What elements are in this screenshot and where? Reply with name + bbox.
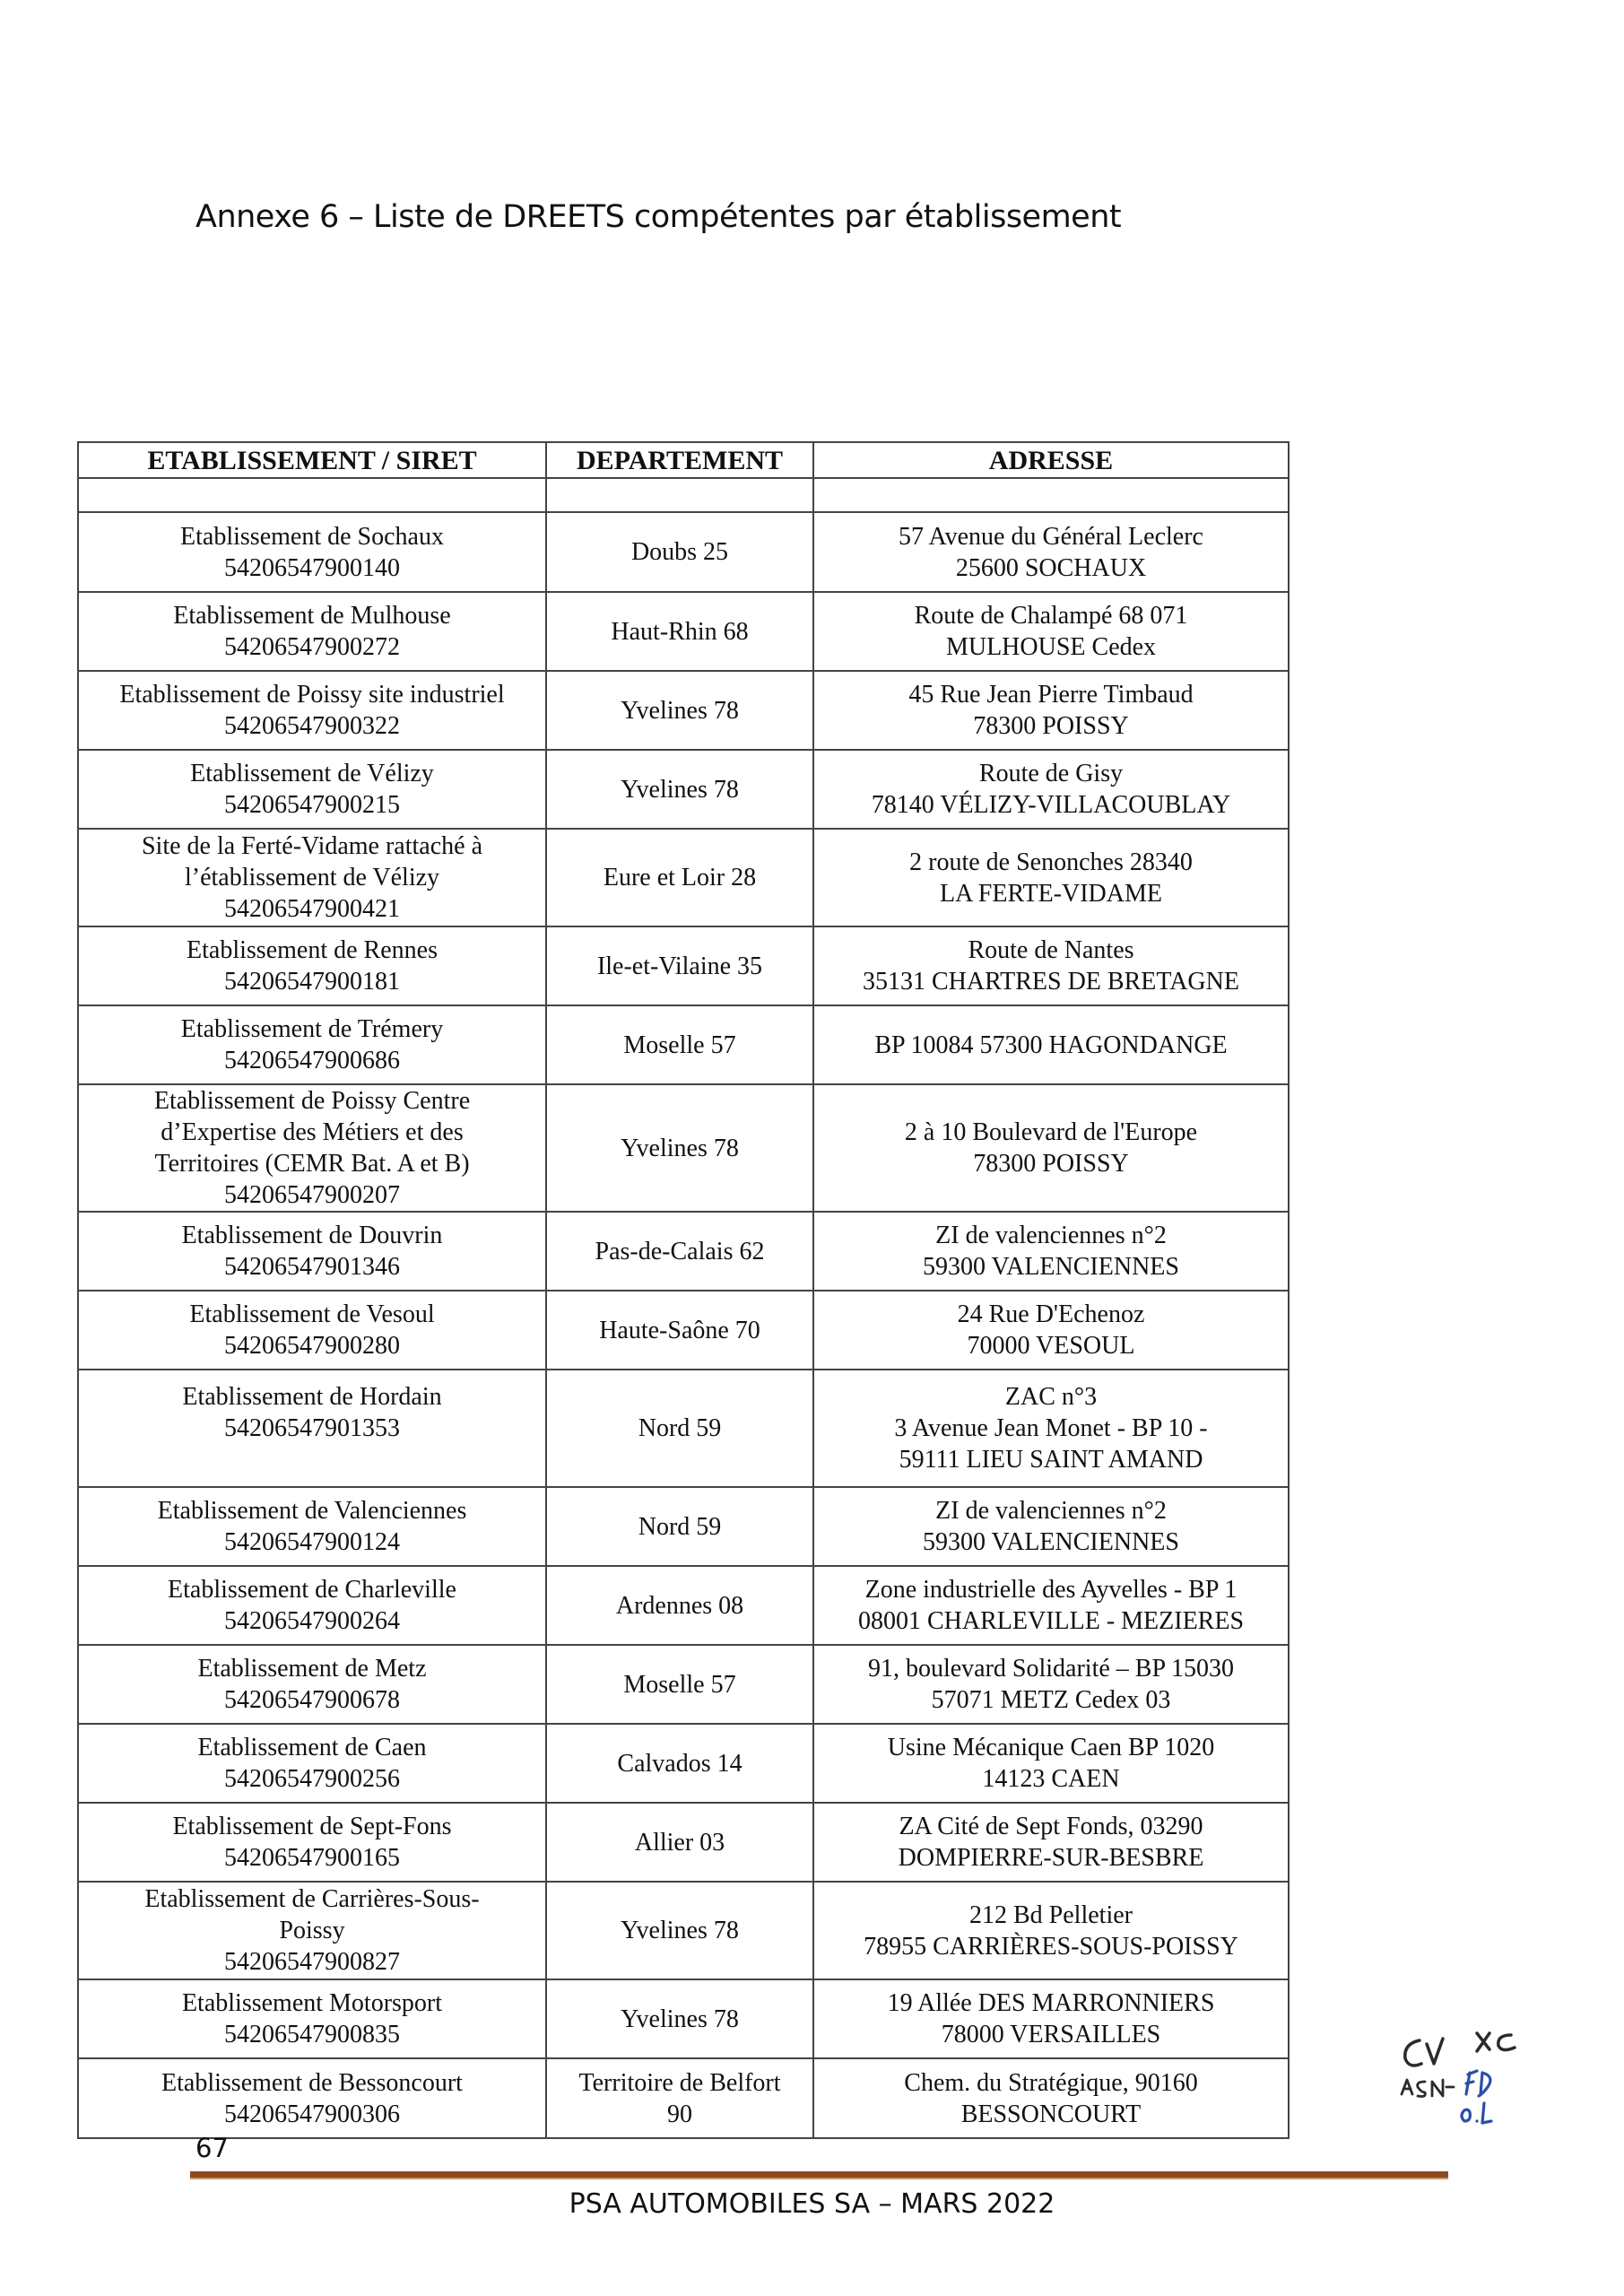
cell-line: Etablissement de Sochaux — [180, 522, 444, 551]
cell-line: Haut-Rhin 68 — [611, 617, 749, 646]
adresse-cell — [813, 1212, 1289, 1291]
cell-line: Etablissement de Trémery — [180, 1015, 444, 1043]
table-row — [78, 829, 1289, 926]
cell-line: 54206547900272 — [224, 633, 400, 661]
cell-line: 54206547900165 — [224, 1844, 400, 1872]
departement-cell — [546, 1566, 813, 1645]
initials-cv — [1405, 2039, 1443, 2066]
table-row — [78, 1212, 1289, 1291]
cell-line: Chem. du Stratégique, 90160 — [904, 2068, 1198, 2097]
cell-line: Etablissement de Bessoncourt — [161, 2068, 463, 2097]
table-row — [78, 926, 1289, 1005]
cell-line: Moselle 57 — [623, 1031, 736, 1059]
header-etablissement: ETABLISSEMENT / SIRET — [78, 442, 546, 478]
table-row — [78, 1882, 1289, 1979]
adresse-cell — [813, 1882, 1289, 1979]
adresse-cell — [813, 512, 1289, 592]
adresse-cell — [813, 1803, 1289, 1882]
etablissement-cell — [78, 1370, 546, 1487]
departement-cell — [546, 1724, 813, 1803]
cell-line: MULHOUSE Cedex — [945, 633, 1157, 661]
table-row — [78, 1803, 1289, 1882]
etablissement-cell — [78, 1084, 546, 1212]
table-row — [78, 1084, 1289, 1212]
cell-line: BP 10084 57300 HAGONDANGE — [874, 1031, 1228, 1059]
adresse-cell — [813, 926, 1289, 1005]
spacer-cell — [546, 478, 813, 512]
departement-cell — [546, 592, 813, 671]
handwritten-initials — [1394, 2022, 1556, 2139]
cell-line: Moselle 57 — [623, 1670, 736, 1699]
etablissement-cell — [78, 1487, 546, 1566]
table-row — [78, 1645, 1289, 1724]
cell-line: Territoire de Belfort — [578, 2068, 781, 2097]
cell-line: Haute-Saône 70 — [599, 1316, 760, 1344]
departement-cell — [546, 1803, 813, 1882]
etablissement-cell — [78, 1882, 546, 1979]
departement-cell — [546, 1487, 813, 1566]
cell-line: 91, boulevard Solidarité – BP 15030 — [867, 1655, 1235, 1683]
cell-line: 14123 CAEN — [982, 1765, 1120, 1793]
cell-line: 90 — [667, 2100, 692, 2128]
cell-line: Nord 59 — [638, 1414, 722, 1442]
cell-line: 54206547900256 — [224, 1765, 400, 1793]
cell-line: l’établissement de Vélizy — [184, 864, 440, 891]
cell-line: 54206547901346 — [224, 1253, 400, 1281]
cell-line: 08001 CHARLEVILLE - MEZIERES — [857, 1607, 1245, 1635]
cell-line: 59300 VALENCIENNES — [923, 1253, 1179, 1281]
departement-cell — [546, 2058, 813, 2138]
cell-line: Ile-et-Vilaine 35 — [596, 952, 763, 980]
page-title: Annexe 6 – Liste de DREETS compétentes par établissement — [195, 199, 1122, 235]
cell-line: 59300 VALENCIENNES — [923, 1528, 1179, 1556]
etablissement-cell — [78, 592, 546, 671]
cell-line: 54206547900181 — [224, 968, 400, 996]
cell-line: 45 Rue Jean Pierre Timbaud — [908, 681, 1194, 709]
table-row — [78, 1291, 1289, 1370]
cell-line: Etablissement de Mulhouse — [173, 602, 451, 630]
departement-cell — [546, 512, 813, 592]
cell-line: 54206547900678 — [224, 1686, 400, 1714]
cell-line: Route de Chalampé 68 071 — [914, 602, 1188, 630]
departement-cell — [546, 1370, 813, 1487]
departement-cell — [546, 926, 813, 1005]
etablissement-cell — [78, 1566, 546, 1645]
cell-line: Etablissement de Carrières-Sous- — [144, 1885, 480, 1913]
cell-line: Doubs 25 — [630, 538, 729, 566]
etablissement-cell — [78, 1803, 546, 1882]
etablissement-cell — [78, 2058, 546, 2138]
cell-line: Calvados 14 — [617, 1749, 743, 1778]
adresse-cell — [813, 1645, 1289, 1724]
cell-line: 70000 VESOUL — [967, 1332, 1135, 1360]
departement-cell — [546, 1212, 813, 1291]
cell-line: Etablissement de Douvrin — [181, 1222, 443, 1249]
departement-cell — [546, 1882, 813, 1979]
table-row — [78, 750, 1289, 829]
departement-cell — [546, 1084, 813, 1212]
cell-line: Route de Gisy — [978, 760, 1124, 787]
cell-line: Etablissement Motorsport — [181, 1989, 443, 2017]
etablissement-cell — [78, 1979, 546, 2058]
cell-line: 54206547900280 — [224, 1332, 400, 1360]
cell-line: 78300 POISSY — [973, 712, 1129, 740]
cell-line: Etablissement de Charleville — [168, 1576, 456, 1604]
cell-line: 54206547900686 — [224, 1047, 400, 1074]
adresse-cell — [813, 750, 1289, 829]
table-row — [78, 592, 1289, 671]
etablissement-cell — [78, 671, 546, 750]
adresse-cell — [813, 1291, 1289, 1370]
table-row — [78, 1724, 1289, 1803]
cell-line: 2 à 10 Boulevard de l'Europe — [904, 1118, 1198, 1146]
cell-line: Etablissement de Sept-Fons — [172, 1813, 452, 1840]
cell-line: Zone industrielle des Ayvelles - BP 1 — [864, 1576, 1238, 1604]
cell-line: 57071 METZ Cedex 03 — [931, 1686, 1171, 1714]
cell-line: ZAC n°3 — [1004, 1383, 1098, 1411]
dreets-table — [77, 441, 1290, 2139]
cell-line: ZI de valenciennes n°2 — [935, 1497, 1167, 1525]
table-row — [78, 1005, 1289, 1084]
cell-line: Pas-de-Calais 62 — [595, 1237, 765, 1265]
cell-line: 54206547900140 — [224, 553, 400, 582]
cell-line: 78300 POISSY — [973, 1150, 1129, 1178]
initials-asn — [1402, 2080, 1454, 2097]
cell-line: 25600 SOCHAUX — [955, 553, 1147, 582]
cell-line: Poissy — [279, 1917, 345, 1944]
cell-line: 54206547900264 — [224, 1607, 400, 1635]
departement-cell — [546, 750, 813, 829]
adresse-cell — [813, 1566, 1289, 1645]
adresse-cell — [813, 671, 1289, 750]
cell-line: Etablissement de Poissy Centre — [153, 1087, 471, 1115]
cell-line: Etablissement de Vélizy — [190, 760, 434, 787]
departement-cell — [546, 1005, 813, 1084]
cell-line: Usine Mécanique Caen BP 1020 — [887, 1734, 1215, 1761]
cell-line: Territoires (CEMR Bat. A et B) — [154, 1150, 470, 1178]
cell-line: Etablissement de Hordain — [182, 1383, 442, 1411]
etablissement-cell — [78, 1005, 546, 1084]
cell-line: Eure et Loir 28 — [603, 864, 757, 891]
cell-line: Ardennes 08 — [615, 1591, 744, 1620]
footer-divider — [190, 2171, 1448, 2179]
page-number: 67 — [195, 2133, 229, 2163]
adresse-cell — [813, 829, 1289, 926]
etablissement-cell — [78, 1212, 546, 1291]
departement-cell — [546, 1645, 813, 1724]
etablissement-cell — [78, 926, 546, 1005]
cell-line: 24 Rue D'Echenoz — [957, 1300, 1145, 1328]
cell-line: Yvelines 78 — [621, 2005, 739, 2033]
initials-xc — [1477, 2033, 1515, 2051]
etablissement-cell — [78, 512, 546, 592]
table-row — [78, 1566, 1289, 1645]
cell-line: Etablissement de Poissy site industriel — [119, 681, 505, 709]
cell-line: Yvelines 78 — [621, 775, 739, 804]
table-row — [78, 1487, 1289, 1566]
etablissement-cell — [78, 750, 546, 829]
cell-line: 212 Bd Pelletier — [969, 1900, 1133, 1929]
adresse-cell — [813, 1370, 1289, 1487]
cell-line: Etablissement de Caen — [197, 1734, 427, 1761]
spacer-cell — [78, 478, 546, 512]
initials-fd — [1466, 2071, 1490, 2096]
cell-line: 57 Avenue du Général Leclerc — [899, 522, 1203, 551]
adresse-cell — [813, 1084, 1289, 1212]
table-row — [78, 2058, 1289, 2138]
cell-line: 54206547900207 — [224, 1181, 400, 1209]
adresse-cell — [813, 1487, 1289, 1566]
adresse-cell — [813, 2058, 1289, 2138]
cell-line: ZA Cité de Sept Fonds, 03290 — [899, 1813, 1203, 1840]
cell-line: 3 Avenue Jean Monet - BP 10 - — [894, 1414, 1208, 1442]
cell-line: 54206547900215 — [224, 791, 400, 819]
cell-line: 54206547900835 — [224, 2021, 400, 2048]
cell-line: 54206547900124 — [224, 1528, 400, 1556]
cell-line: 78955 CARRIÈRES-SOUS-POISSY — [864, 1932, 1238, 1961]
cell-line: ZI de valenciennes n°2 — [935, 1222, 1167, 1249]
table-body — [78, 478, 1289, 2138]
cell-line: Route de Nantes — [968, 936, 1134, 964]
cell-line: 78140 VÉLIZY-VILLACOUBLAY — [871, 791, 1231, 819]
etablissement-cell — [78, 1291, 546, 1370]
cell-line: BESSONCOURT — [960, 2100, 1142, 2128]
cell-line: Yvelines 78 — [621, 1134, 739, 1162]
header-departement: DEPARTEMENT — [546, 442, 813, 478]
cell-line: Yvelines 78 — [621, 1917, 739, 1944]
departement-cell — [546, 671, 813, 750]
adresse-cell — [813, 1724, 1289, 1803]
cell-line: 54206547900421 — [224, 895, 400, 923]
cell-line: 59111 LIEU SAINT AMAND — [899, 1446, 1203, 1474]
cell-line: Nord 59 — [638, 1512, 722, 1541]
cell-line: 35131 CHARTRES DE BRETAGNE — [863, 968, 1239, 996]
table-spacer-row — [78, 478, 1289, 512]
table-header-row — [78, 442, 1289, 478]
departement-cell — [546, 829, 813, 926]
departement-cell — [546, 1291, 813, 1370]
cell-line: Etablissement de Valenciennes — [157, 1497, 467, 1525]
adresse-cell — [813, 1005, 1289, 1084]
cell-line: Etablissement de Vesoul — [189, 1300, 435, 1328]
adresse-cell — [813, 592, 1289, 671]
cell-line: d’Expertise des Métiers et des — [161, 1118, 464, 1146]
cell-line: Etablissement de Metz — [197, 1655, 427, 1683]
adresse-cell — [813, 1979, 1289, 2058]
cell-line: 54206547900322 — [224, 712, 400, 740]
cell-line: 54206547900306 — [224, 2100, 400, 2128]
cell-line: 2 route de Senonches 28340 — [909, 848, 1193, 876]
cell-line: 19 Allée DES MARRONNIERS — [887, 1989, 1215, 2017]
cell-line: 78000 VERSAILLES — [941, 2021, 1161, 2048]
cell-line: Yvelines 78 — [621, 696, 739, 725]
cell-line: DOMPIERRE-SUR-BESBRE — [898, 1844, 1204, 1872]
cell-line: LA FERTE-VIDAME — [940, 879, 1162, 908]
cell-line: 54206547901353 — [224, 1414, 400, 1442]
departement-cell — [546, 1979, 813, 2058]
cell-line: Site de la Ferté-Vidame rattaché à — [141, 832, 483, 860]
cell-line — [84, 1444, 540, 1475]
cell-line: Etablissement de Rennes — [187, 936, 438, 964]
table-row — [78, 1979, 1289, 2058]
etablissement-cell — [78, 1645, 546, 1724]
cell-line: 54206547900827 — [224, 1948, 400, 1976]
table-row — [78, 671, 1289, 750]
cell-line: Allier 03 — [634, 1828, 725, 1857]
table-row — [78, 512, 1289, 592]
etablissement-cell — [78, 1724, 546, 1803]
spacer-cell — [813, 478, 1289, 512]
etablissement-cell — [78, 829, 546, 926]
table-row — [78, 1370, 1289, 1487]
initials-ol — [1462, 2103, 1491, 2123]
header-adresse: ADRESSE — [813, 442, 1289, 478]
footer-text: PSA AUTOMOBILES SA – MARS 2022 — [569, 2188, 1055, 2220]
